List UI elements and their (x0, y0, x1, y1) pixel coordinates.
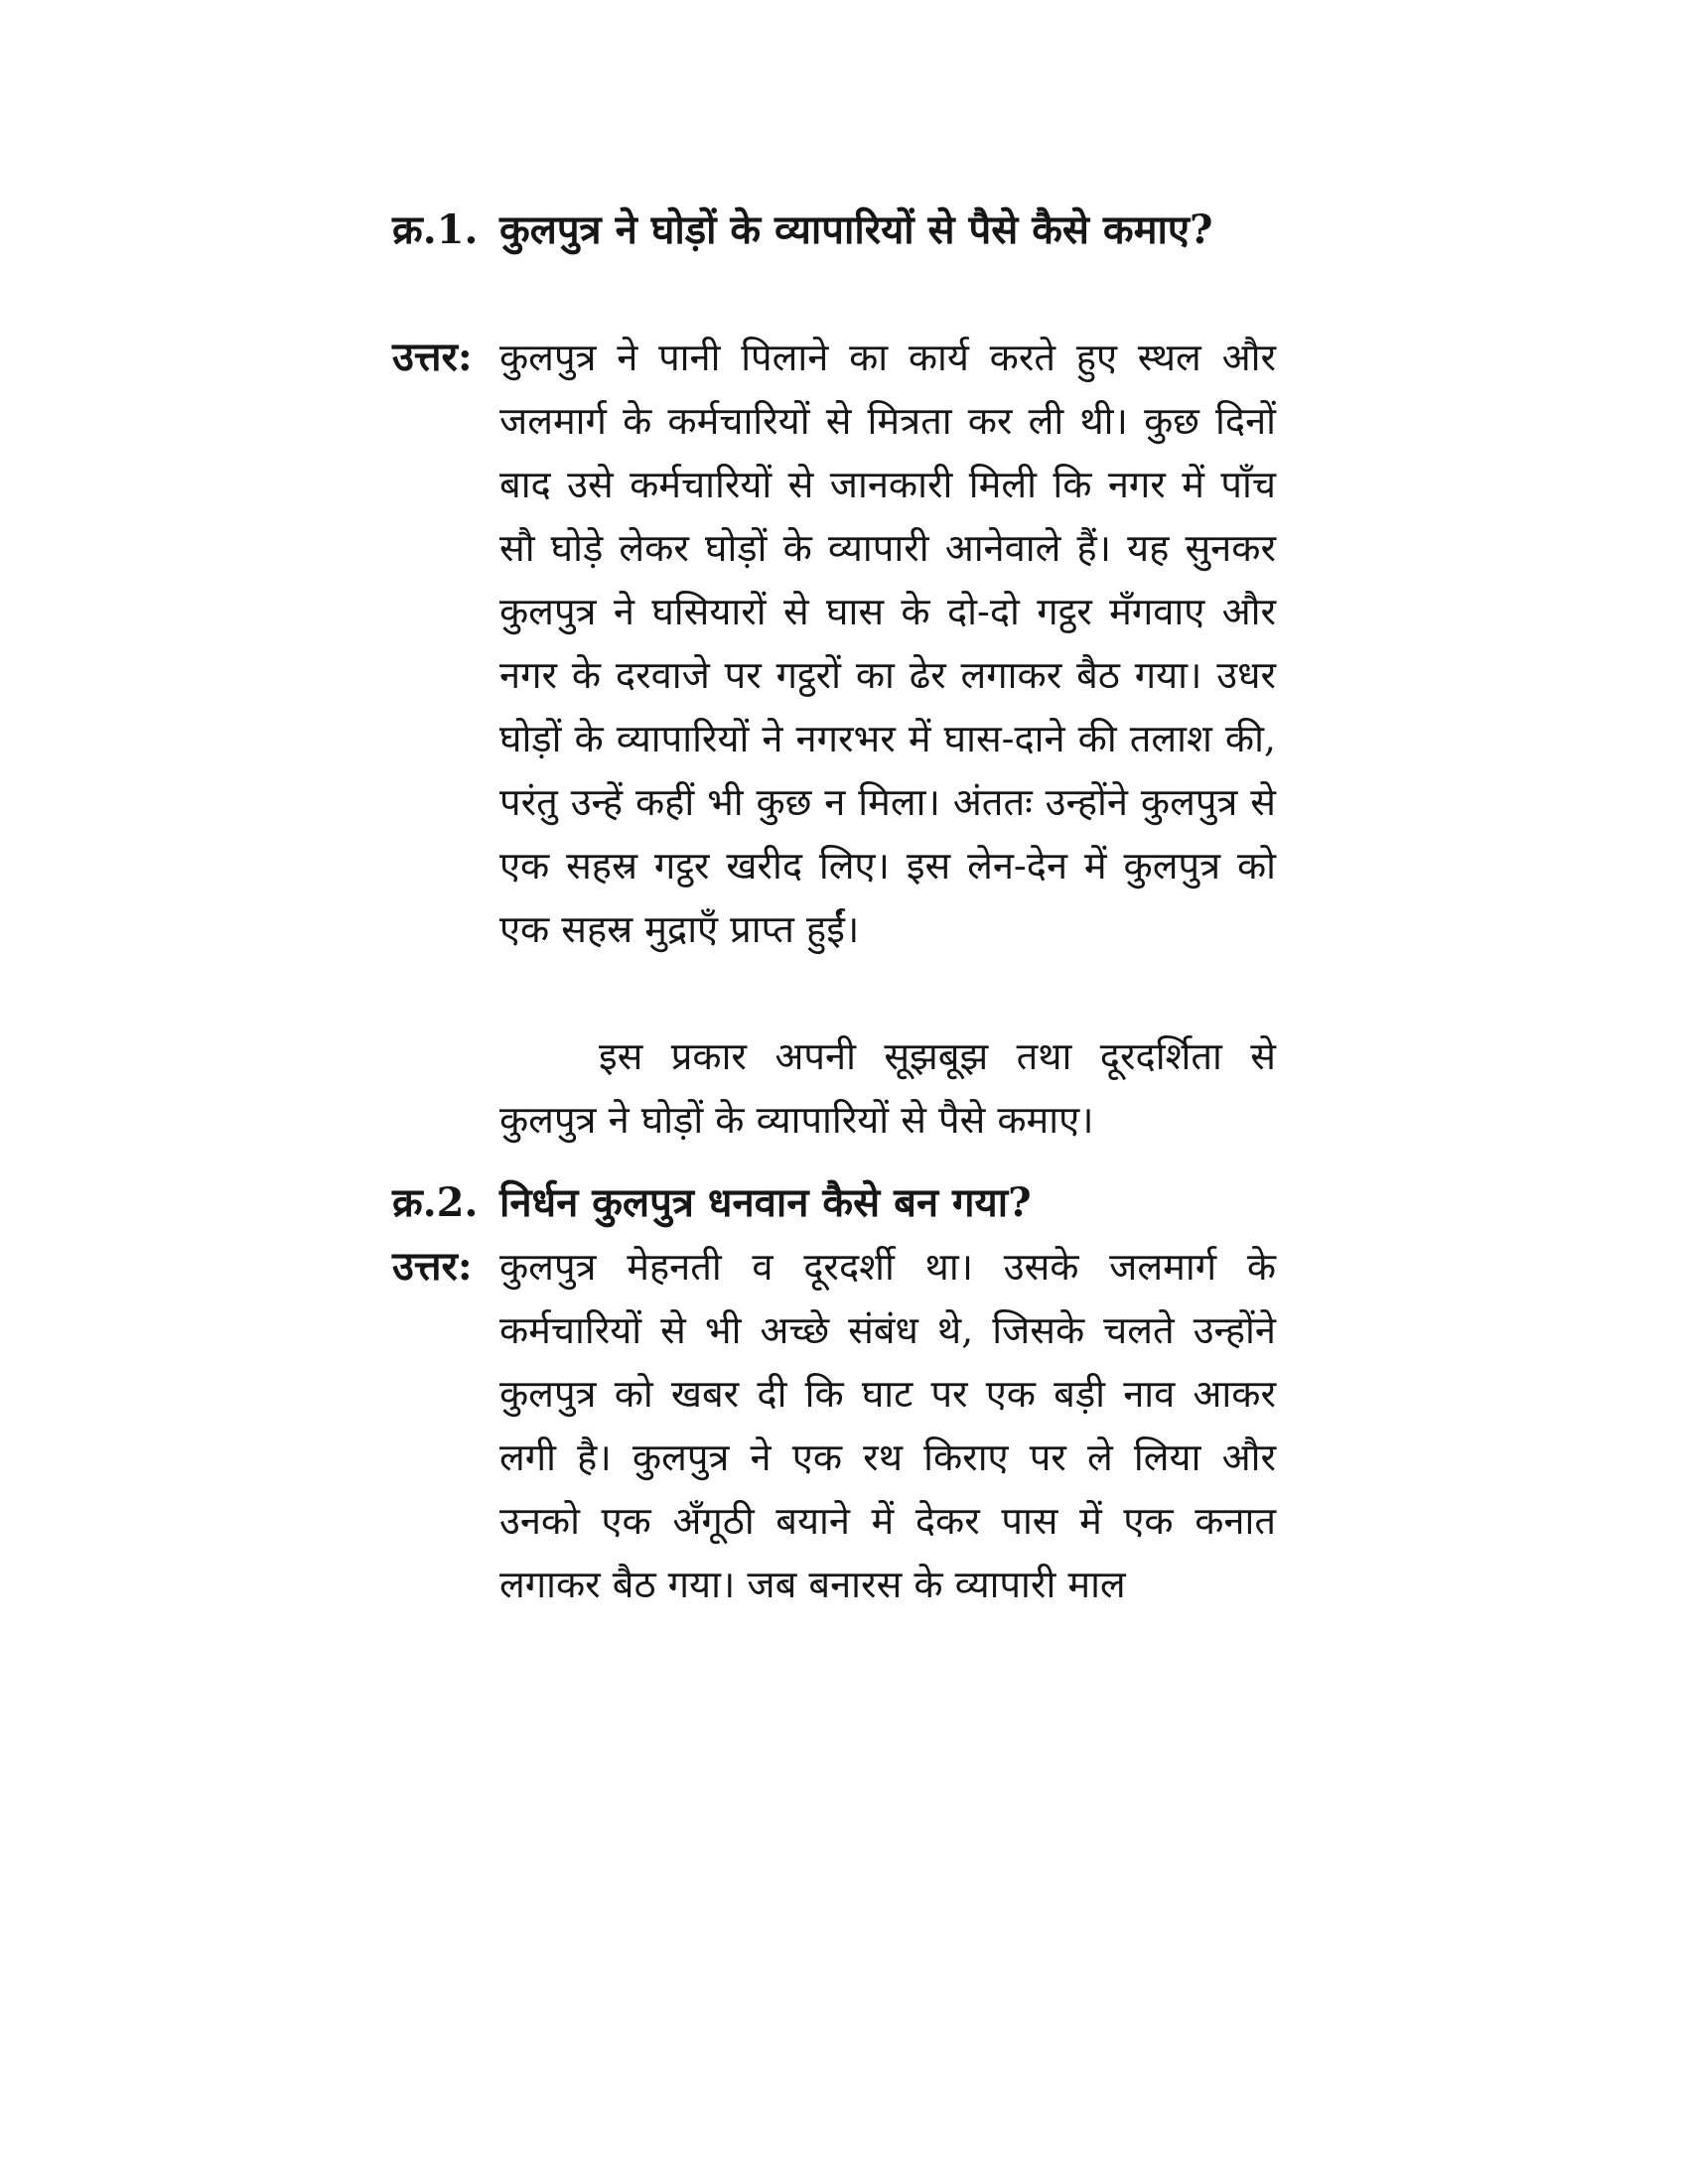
question-1 (392, 199, 1276, 308)
answer-1 (392, 326, 1276, 1179)
question-1-label: क्र.1. (392, 206, 479, 253)
answer-2-label: उत्तर: (392, 1243, 473, 1290)
question-2 (392, 1171, 1276, 1235)
question-2-label: क्र.2. (392, 1179, 479, 1226)
answer-1-label: उत्तर: (392, 334, 473, 380)
answer-2-paragraph-1: कुलपुत्र मेहनती व दूरदर्शी था। उसके जलमार्ग के कर्मचारियों से भी अच्छे संबंध थे, जिसके चलते उन्होंने कुलपुत्र को खबर दी कि घाट पर एक बड़ी नाव आकर लगी है। कुलपुत्र ने एक रथ किराए पर ले लिया और उनको एक अँगूठी बयाने में देकर पास में एक कनात लगाकर बैठ गया। जब बनारस के व्यापारी माल (499, 1245, 1276, 1606)
answer-2 (392, 1235, 1276, 1692)
answer-1-paragraph-1: कुलपुत्र ने पानी पिलाने का कार्य करते हुए स्थल और जलमार्ग के कर्मचारियों से मित्रता कर ली थी। कुछ दिनों बाद उसे कर्मचारियों से जानकारी मिली कि नगर में पाँच सौ घोड़े लेकर घोड़ों के व्यापारी आनेवाले हैं। यह सुनकर कुलपुत्र ने घसियारों से घास के दो-दो गट्ठर मँगवाए और नगर के दरवाजे पर गट्ठरों का ढेर लगाकर बैठ गया। उधर घोड़ों के व्यापारियों ने नगरभर में घास-दाने की तलाश की, परंतु उन्हें कहीं भी कुछ न मिला। अंततः उन्होंने कुलपुत्र से एक सहस्र गट्ठर खरीद लिए। इस लेन-देन में कुलपुत्र को एक सहस्र मुद्राएँ प्राप्त हुईं। (499, 336, 1276, 951)
question-2-text: निर्धन कुलपुत्र धनवान कैसे बन गया? (499, 1179, 1032, 1226)
answer-1-paragraph-2: इस प्रकार अपनी सूझबूझ तथा दूरदर्शिता से कुलपुत्र ने घोड़ों के व्यापारियों से पैसे कमाए। (499, 1034, 1276, 1142)
question-1-text: कुलपुत्र ने घोड़ों के व्यापारियों से पैसे कैसे कमाए? (499, 206, 1213, 253)
